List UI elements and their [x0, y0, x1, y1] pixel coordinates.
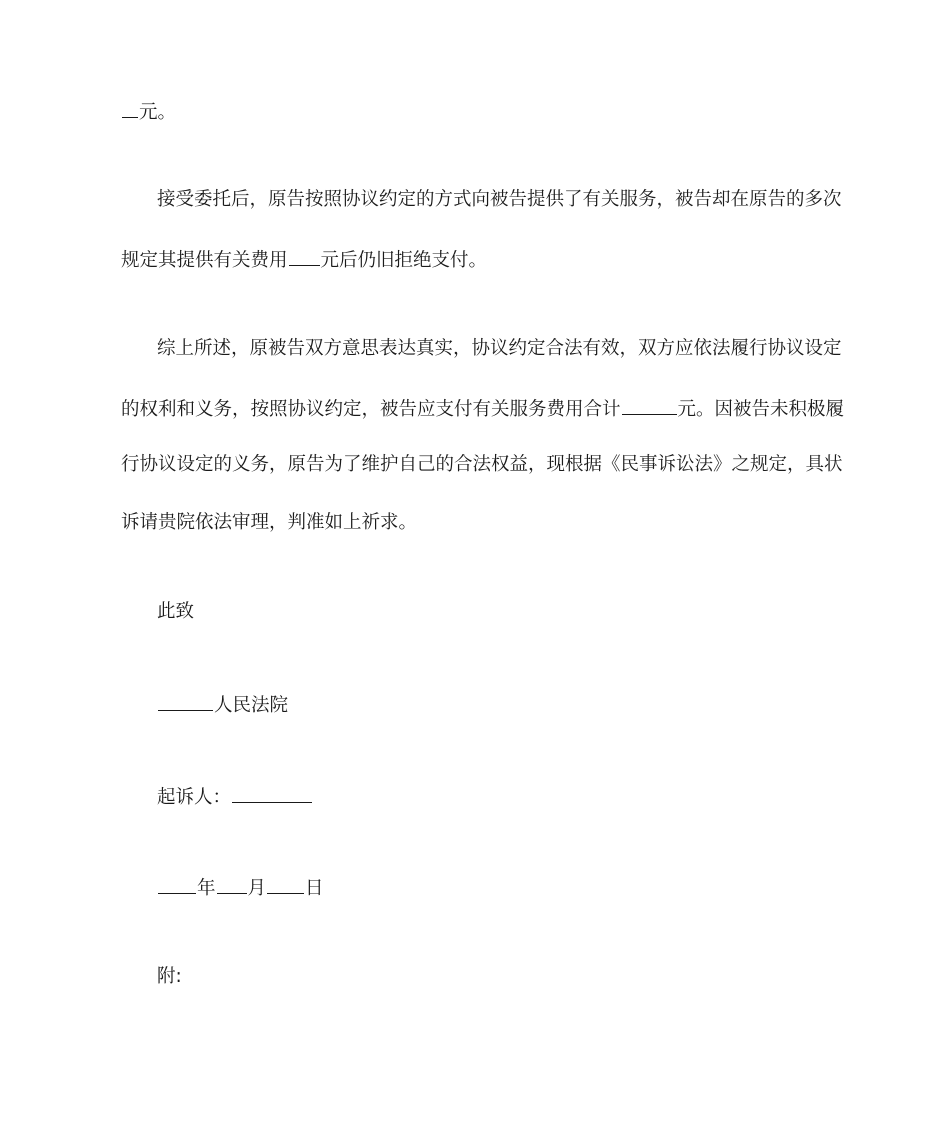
para-service-line-1: 接受委托后，原告按照协议约定的方式向被告提供了有关服务，被告却在原告的多次	[157, 189, 842, 210]
month-blank	[217, 874, 247, 894]
amount-blank	[122, 98, 138, 118]
year-blank	[158, 874, 196, 894]
fragment-text: 元。	[139, 102, 177, 123]
para-summary-line-2	[121, 395, 844, 422]
para-summary-line-2-b: 元。因被告未积极履	[677, 399, 845, 420]
day-blank	[267, 874, 304, 894]
attachment-label: 附:	[157, 966, 182, 987]
court-suffix: 人民法院	[214, 695, 289, 716]
day-label: 日	[305, 878, 324, 899]
fragment-line	[121, 98, 176, 125]
court-name-blank	[158, 691, 213, 711]
para-summary-line-4: 诉请贵院依法审理，判准如上祈求。	[121, 512, 418, 533]
plaintiff-label: 起诉人：	[157, 787, 232, 808]
month-label: 月	[247, 878, 267, 899]
fee-blank	[289, 246, 320, 266]
year-label: 年	[197, 878, 216, 899]
date-line	[157, 874, 324, 901]
para-service-line-2	[121, 246, 487, 273]
salutation: 此致	[157, 601, 195, 622]
para-service-line-2-a: 规定其提供有关费用	[121, 250, 288, 271]
para-service-line-2-b: 元后仍旧拒绝支付。	[320, 250, 488, 271]
para-summary-line-2-a: 的权利和义务，按照协议约定，被告应支付有关服务费用合计	[121, 399, 621, 420]
plaintiff-name-blank	[232, 783, 312, 803]
para-summary-line-1: 综上所述，原被告双方意思表达真实，协议约定合法有效，双方应依法履行协议设定	[157, 338, 842, 359]
total-fee-blank	[622, 395, 677, 415]
para-summary-line-3: 行协议设定的义务，原告为了维护自己的合法权益，现根据《民事诉讼法》之规定，具状	[121, 454, 843, 475]
plaintiff-line	[157, 783, 313, 810]
court-line	[157, 691, 288, 718]
